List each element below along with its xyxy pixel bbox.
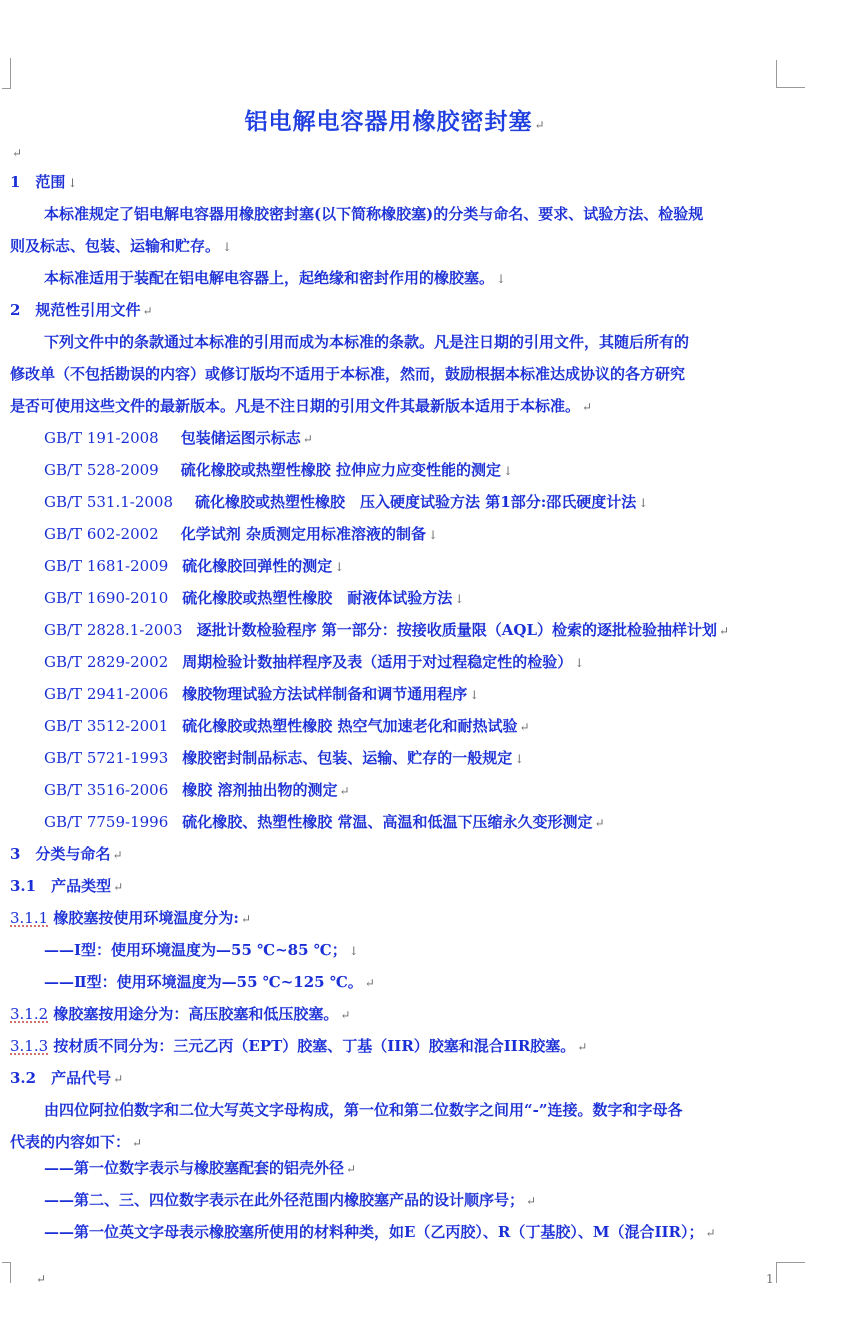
reference-item: GB/T 602-2002 化学试剂 杂质测定用标准溶液的制备 ↓ [44,525,439,543]
section-2-paragraph-line: 下列文件中的条款通过本标准的引用而成为本标准的条款。凡是注日期的引用文件，其随后所有的 [44,333,690,351]
section-3-2-heading: 3.2 产品代号 ↵ [10,1069,124,1087]
reference-item: GB/T 528-2009 硫化橡胶或热塑性橡胶 拉伸应力应变性能的测定 ↓ [44,461,514,479]
section-2-heading: 2 规范性引用文件 ↵ [10,301,153,319]
code-dash-item: ——第一位英文字母表示橡胶塞所使用的材料种类，如E（乙丙胶）、R（丁基胶）、M（混合IIR）； ↵ [44,1223,716,1241]
section-3-2-paragraph-line: 由四位阿拉伯数字和二位大写英文字母构成，第一位和第二位数字之间用“-”连接。数字和字母各 [44,1101,683,1119]
section-3-heading: 3 分类与命名 ↵ [10,845,123,863]
reference-item: GB/T 7759-1996 硫化橡胶、热塑性橡胶 常温、高温和低温下压缩永久变形测定 ↵ [44,813,605,831]
crop-mark-bottom-left [2,1262,11,1283]
type-2-item: ——Ⅱ型：使用环境温度为—55 ℃~125 ℃。 ↵ [44,973,375,991]
reference-item: GB/T 2828.1-2003 逐批计数检验程序 第一部分：按接收质量限（AQL）检索的逐批检验抽样计划 ↵ [44,621,730,639]
clause-3-1-2: 3.1.2 橡胶塞按用途分为：高压胶塞和低压胶塞。 ↵ [10,1005,351,1023]
empty-paragraph: ↵ [12,146,23,160]
reference-item: GB/T 2829-2002 周期检验计数抽样程序及表（适用于对过程稳定性的检验） ↓ [44,653,585,671]
crop-mark-top-left [2,58,11,89]
section-1-paragraph-line: 则及标志、包装、运输和贮存。 ↓ [10,237,233,255]
clause-3-1-3: 3.1.3 按材质不同分为：三元乙丙（EPT）胶塞、丁基（IIR）胶塞和混合IIR胶塞。 ↵ [10,1037,588,1055]
clause-3-1-1: 3.1.1 橡胶塞按使用环境温度分为: ↵ [10,909,252,927]
reference-item: GB/T 3512-2001 硫化橡胶或热塑性橡胶 热空气加速老化和耐热试验 ↵ [44,717,530,735]
reference-item: GB/T 2941-2006 橡胶物理试验方法试样制备和调节通用程序 ↓ [44,685,480,703]
crop-mark-bottom-right [776,1262,805,1283]
document-title: 铝电解电容器用橡胶密封塞 ↵ [244,108,546,135]
section-3-1-heading: 3.1 产品类型 ↵ [10,877,124,895]
section-1-scope-paragraph: 本标准适用于装配在铝电解电容器上，起绝缘和密封作用的橡胶塞。 ↓ [44,269,507,287]
type-1-item: ——Ⅰ型：使用环境温度为—55 ℃~85 ℃； ↓ [44,941,359,959]
page-number: 1 [766,1272,774,1286]
section-2-paragraph-line: 修改单（不包括勘误的内容）或修订版均不适用于本标准，然而，鼓励根据本标准达成协议的各方研究 [10,365,686,383]
code-dash-item: ——第一位数字表示与橡胶塞配套的铝壳外径 ↵ [44,1159,357,1177]
reference-item: GB/T 1690-2010 硫化橡胶或热塑性橡胶 耐液体试验方法 ↓ [44,589,465,607]
reference-item: GB/T 5721-1993 橡胶密封制品标志、包装、运输、贮存的一般规定 ↓ [44,749,525,767]
section-2-paragraph-line: 是否可使用这些文件的最新版本。凡是不注日期的引用文件其最新版本适用于本标准。 ↵ [10,397,593,415]
reference-item: GB/T 3516-2006 橡胶 溶剂抽出物的测定 ↵ [44,781,350,799]
section-3-2-paragraph-line: 代表的内容如下： ↵ [10,1133,143,1151]
reference-item: GB/T 1681-2009 硫化橡胶回弹性的测定 ↓ [44,557,345,575]
crop-mark-top-right [776,60,805,88]
section-1-heading: 1 范围 ↓ [10,173,78,191]
reference-item: GB/T 191-2008 包装储运图示标志 ↵ [44,429,313,447]
footer-paragraph-mark: ↵ [36,1272,47,1286]
section-1-paragraph-line: 本标准规定了铝电解电容器用橡胶密封塞(以下简称橡胶塞)的分类与命名、要求、试验方法、检验规 [44,205,704,223]
reference-item: GB/T 531.1-2008 硫化橡胶或热塑性橡胶 压入硬度试验方法 第1部分:邵氏硬度计法 ↓ [44,493,649,511]
code-dash-item: ——第二、三、四位数字表示在此外径范围内橡胶塞产品的设计顺序号； ↵ [44,1191,537,1209]
